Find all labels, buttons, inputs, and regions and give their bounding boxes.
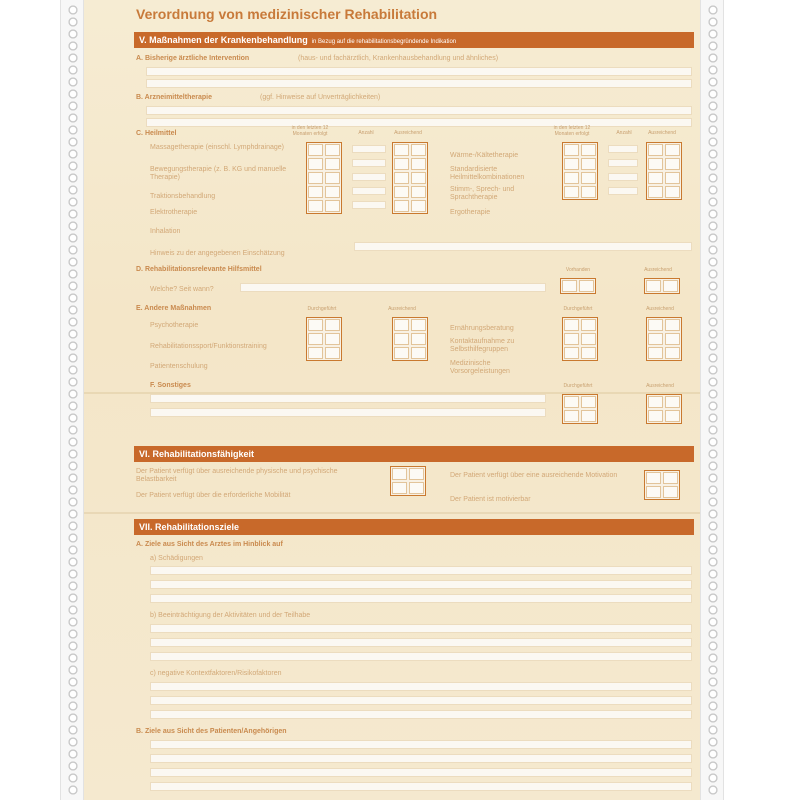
checkbox-cell[interactable] (648, 396, 663, 408)
checkbox-cell[interactable] (648, 158, 663, 170)
goal-damage-field-1[interactable] (150, 566, 692, 575)
checkbox-cell[interactable] (665, 396, 680, 408)
hilfsmittel-sufficient-grid[interactable] (644, 278, 680, 294)
goal-activities-field-3[interactable] (150, 652, 692, 661)
checkbox-cell[interactable] (648, 333, 663, 345)
checkbox-cell[interactable] (325, 158, 340, 170)
checkbox-cell[interactable] (648, 144, 663, 156)
checkbox-cell[interactable] (665, 410, 680, 422)
checkbox-cell[interactable] (308, 172, 323, 184)
section-v-c-label: C. Heilmittel (136, 130, 177, 137)
checkbox-cell[interactable] (562, 280, 577, 292)
checkbox-cell[interactable] (325, 319, 340, 331)
checkbox-cell[interactable] (564, 172, 579, 184)
checkbox-cell[interactable] (646, 280, 661, 292)
heilmittel-count-3[interactable] (352, 173, 386, 181)
checkbox-cell[interactable] (564, 319, 579, 331)
col-header-done-right: Durchgeführt (563, 306, 593, 312)
checkbox-cell[interactable] (394, 144, 409, 156)
intervention-field-2[interactable] (146, 79, 692, 88)
checkbox-cell[interactable] (646, 486, 661, 498)
heilmittel-right-count-1[interactable] (608, 145, 638, 153)
checkbox-cell[interactable] (411, 319, 426, 331)
checkbox-cell[interactable] (411, 144, 426, 156)
checkbox-cell[interactable] (411, 158, 426, 170)
checkbox-cell[interactable] (665, 186, 680, 198)
checkbox-cell[interactable] (646, 472, 661, 484)
checkbox-cell[interactable] (564, 158, 579, 170)
checkbox-cell[interactable] (581, 319, 596, 331)
checkbox-cell[interactable] (581, 158, 596, 170)
medication-field-1[interactable] (146, 106, 692, 115)
heilmittel-right-done-grid[interactable] (562, 142, 598, 200)
goal-damage-field-2[interactable] (150, 580, 692, 589)
heilmittel-massage-label: Massagetherapie (einschl. Lymphdrainage) (150, 144, 284, 151)
checkbox-cell[interactable] (411, 186, 426, 198)
goal-patient-field-4[interactable] (150, 782, 692, 791)
checkbox-cell[interactable] (665, 144, 680, 156)
heilmittel-count-4[interactable] (352, 187, 386, 195)
checkbox-cell[interactable] (394, 347, 409, 359)
measure-rehasport-label: Rehabilitationssport/Funktionstraining (150, 343, 267, 350)
section-vi-heading (134, 446, 694, 462)
checkbox-cell[interactable] (308, 333, 323, 345)
capability-mobility-label: Der Patient verfügt über die erforderliche Mobilität (136, 492, 291, 499)
checkbox-cell[interactable] (663, 472, 678, 484)
perforation-strip-right (700, 0, 724, 800)
fold-line (84, 512, 700, 514)
checkbox-cell[interactable] (308, 186, 323, 198)
checkbox-cell[interactable] (394, 158, 409, 170)
section-v-f-label: F. Sonstiges (150, 382, 191, 389)
checkbox-cell[interactable] (663, 280, 678, 292)
section-v-a-label: A. Bisherige ärztliche Intervention (136, 55, 250, 62)
checkbox-cell[interactable] (411, 200, 426, 212)
capability-motivation-label: Der Patient verfügt über eine ausreichende Motivation (450, 472, 618, 479)
checkbox-cell[interactable] (308, 144, 323, 156)
heilmittel-count-5[interactable] (352, 201, 386, 209)
capability-left-grid[interactable] (390, 466, 426, 496)
capability-resilience-label: Der Patient verfügt über ausreichende physische und psychische Belastbarkeit (136, 468, 338, 484)
goal-damage-field-3[interactable] (150, 594, 692, 603)
checkbox-cell[interactable] (325, 333, 340, 345)
col-header-count: Anzahl (358, 130, 374, 136)
checkbox-cell[interactable] (325, 200, 340, 212)
checkbox-cell[interactable] (411, 333, 426, 345)
col-header-done-left: Durchgeführt (307, 306, 337, 312)
heilmittel-speech-label: Stimm-, Sprech- und Sprachtherapie (450, 186, 515, 202)
checkbox-cell[interactable] (325, 347, 340, 359)
checkbox-cell[interactable] (581, 144, 596, 156)
heilmittel-combination-label: Standardisierte Heilmittelkombinationen (450, 166, 525, 182)
col-header-sufficient-f: Ausreichend (646, 383, 674, 389)
section-v-heading (134, 32, 694, 48)
capability-right-grid[interactable] (644, 470, 680, 500)
perforation-holes-right (707, 4, 719, 796)
checkbox-cell[interactable] (564, 410, 579, 422)
checkbox-cell[interactable] (325, 172, 340, 184)
heilmittel-inhalation-label: Inhalation (150, 228, 181, 235)
goal-context-field-3[interactable] (150, 710, 692, 719)
section-v-subtitle: in Bezug auf die rehabilitationsbegründende Indikation (311, 39, 457, 45)
heilmittel-heat-label: Wärme-/Kältetherapie (450, 152, 519, 159)
checkbox-cell[interactable] (581, 396, 596, 408)
other-sufficient-grid[interactable] (646, 394, 682, 424)
hilfsmittel-present-grid[interactable] (560, 278, 596, 294)
heilmittel-note-label: Hinweis zu der angegebenen Einschätzung (150, 250, 285, 257)
heilmittel-right-count-2[interactable] (608, 159, 638, 167)
checkbox-cell[interactable] (564, 396, 579, 408)
section-v-b-hint: (ggf. Hinweise auf Unverträglichkeiten) (260, 94, 381, 101)
heilmittel-traction-label: Traktionsbehandlung (150, 193, 216, 200)
checkbox-cell[interactable] (579, 280, 594, 292)
col-header-sufficient-left: Ausreichend (388, 306, 416, 312)
measures-right-sufficient-grid[interactable] (646, 317, 682, 361)
checkbox-cell[interactable] (665, 333, 680, 345)
checkbox-cell[interactable] (648, 172, 663, 184)
measure-nutrition-label: Ernährungsberatung (450, 325, 514, 332)
measures-left-done-grid[interactable] (306, 317, 342, 361)
checkbox-cell[interactable] (394, 172, 409, 184)
heilmittel-right-count-3[interactable] (608, 173, 638, 181)
perforation-holes-left (67, 4, 79, 796)
section-vii-b-label: B. Ziele aus Sicht des Patienten/Angehörigen (136, 728, 287, 735)
goal-context-label: c) negative Kontextfaktoren/Risikofaktoren (150, 670, 282, 677)
col-header-last-12-months: in den letzten 12 Monaten erfolgt (291, 125, 329, 137)
section-v-a-hint: (haus- und fachärztlich, Krankenhausbehandlung und ähnliches) (298, 55, 499, 62)
checkbox-cell[interactable] (648, 347, 663, 359)
section-vii-title: VII. Rehabilitationsziele (139, 522, 240, 532)
hilfsmittel-field[interactable] (240, 283, 546, 292)
checkbox-cell[interactable] (564, 347, 579, 359)
goal-patient-field-2[interactable] (150, 754, 692, 763)
measure-patient-training-label: Patientenschulung (150, 363, 208, 370)
measures-left-sufficient-grid[interactable] (392, 317, 428, 361)
other-measures-field-2[interactable] (150, 408, 546, 417)
checkbox-cell[interactable] (564, 333, 579, 345)
checkbox-cell[interactable] (665, 319, 680, 331)
checkbox-cell[interactable] (665, 158, 680, 170)
checkbox-cell[interactable] (308, 347, 323, 359)
checkbox-cell[interactable] (581, 172, 596, 184)
checkbox-cell[interactable] (663, 486, 678, 498)
checkbox-cell[interactable] (325, 186, 340, 198)
goal-context-field-2[interactable] (150, 696, 692, 705)
col-header-sufficient: Ausreichend (394, 130, 422, 136)
checkbox-cell[interactable] (394, 200, 409, 212)
heilmittel-electro-label: Elektrotherapie (150, 209, 198, 216)
checkbox-cell[interactable] (411, 347, 426, 359)
section-v-d-label: D. Rehabilitationsrelevante Hilfsmittel (136, 266, 262, 273)
checkbox-cell[interactable] (392, 468, 407, 480)
checkbox-cell[interactable] (308, 319, 323, 331)
col-header-sufficient-right-e: Ausreichend (646, 306, 674, 312)
goal-activities-field-2[interactable] (150, 638, 692, 647)
other-done-grid[interactable] (562, 394, 598, 424)
checkbox-cell[interactable] (648, 186, 663, 198)
checkbox-cell[interactable] (581, 347, 596, 359)
checkbox-cell[interactable] (325, 144, 340, 156)
section-v-b-label: B. Arzneimitteltherapie (136, 94, 212, 101)
measure-selfhelp-label: Kontaktaufnahme zu Selbsthilfegruppen (450, 338, 515, 354)
measure-prevention-label: Medizinische Vorsorgeleistungen (450, 360, 510, 376)
form-sheet (84, 0, 700, 800)
heilmittel-ergo-label: Ergotherapie (450, 209, 491, 216)
col-header-present: Vorhanden (565, 267, 591, 273)
checkbox-cell[interactable] (409, 482, 424, 494)
checkbox-cell[interactable] (665, 172, 680, 184)
medication-field-2[interactable] (146, 118, 692, 127)
checkbox-cell[interactable] (648, 410, 663, 422)
heilmittel-count-1[interactable] (352, 145, 386, 153)
heilmittel-right-sufficient-grid[interactable] (646, 142, 682, 200)
goal-patient-field-1[interactable] (150, 740, 692, 749)
checkbox-cell[interactable] (409, 468, 424, 480)
goal-damage-label: a) Schädigungen (150, 555, 203, 562)
goal-activities-label: b) Beeinträchtigung der Aktivitäten und der Teilhabe (150, 612, 311, 619)
heilmittel-left-done-grid[interactable] (306, 142, 342, 214)
section-v-e-label: E. Andere Maßnahmen (136, 305, 212, 312)
heilmittel-count-2[interactable] (352, 159, 386, 167)
measures-right-done-grid[interactable] (562, 317, 598, 361)
checkbox-cell[interactable] (308, 158, 323, 170)
checkbox-cell[interactable] (308, 200, 323, 212)
col-header-last-12-months-right: in den letzten 12 Monaten erfolgt (553, 125, 591, 137)
checkbox-cell[interactable] (648, 319, 663, 331)
heilmittel-note-field[interactable] (354, 242, 692, 251)
checkbox-cell[interactable] (581, 186, 596, 198)
capability-motivatable-label: Der Patient ist motivierbar (450, 496, 531, 503)
checkbox-cell[interactable] (581, 333, 596, 345)
checkbox-cell[interactable] (564, 144, 579, 156)
checkbox-cell[interactable] (411, 172, 426, 184)
checkbox-cell[interactable] (392, 482, 407, 494)
section-v-d-question: Welche? Seit wann? (150, 286, 214, 293)
measure-psychotherapy-label: Psychotherapie (150, 322, 199, 329)
heilmittel-right-count-4[interactable] (608, 187, 638, 195)
section-vii-a-label: A. Ziele aus Sicht des Arztes im Hinblick auf (136, 541, 283, 548)
form-title: Verordnung von medizinischer Rehabilitation (136, 6, 438, 22)
checkbox-cell[interactable] (394, 333, 409, 345)
heilmittel-left-sufficient-grid[interactable] (392, 142, 428, 214)
intervention-field-1[interactable] (146, 67, 692, 76)
section-vii-heading (134, 519, 694, 535)
checkbox-cell[interactable] (394, 319, 409, 331)
col-header-done-f: Durchgeführt (563, 383, 593, 389)
perforation-strip-left (60, 0, 84, 800)
goal-patient-field-3[interactable] (150, 768, 692, 777)
col-header-sufficient-right: Ausreichend (648, 130, 676, 136)
col-header-count-right: Anzahl (616, 130, 632, 136)
checkbox-cell[interactable] (665, 347, 680, 359)
other-measures-field-1[interactable] (150, 394, 546, 403)
checkbox-cell[interactable] (581, 410, 596, 422)
goal-activities-field-1[interactable] (150, 624, 692, 633)
section-v-title: V. Maßnahmen der Krankenbehandlung (139, 35, 308, 45)
goal-context-field-1[interactable] (150, 682, 692, 691)
col-header-sufficient-d: Ausreichend (644, 267, 672, 273)
checkbox-cell[interactable] (394, 186, 409, 198)
heilmittel-movement-label: Bewegungstherapie (z. B. KG und manuelle Therapie) (150, 166, 287, 182)
section-vi-title: VI. Rehabilitationsfähigkeit (139, 449, 255, 459)
checkbox-cell[interactable] (564, 186, 579, 198)
